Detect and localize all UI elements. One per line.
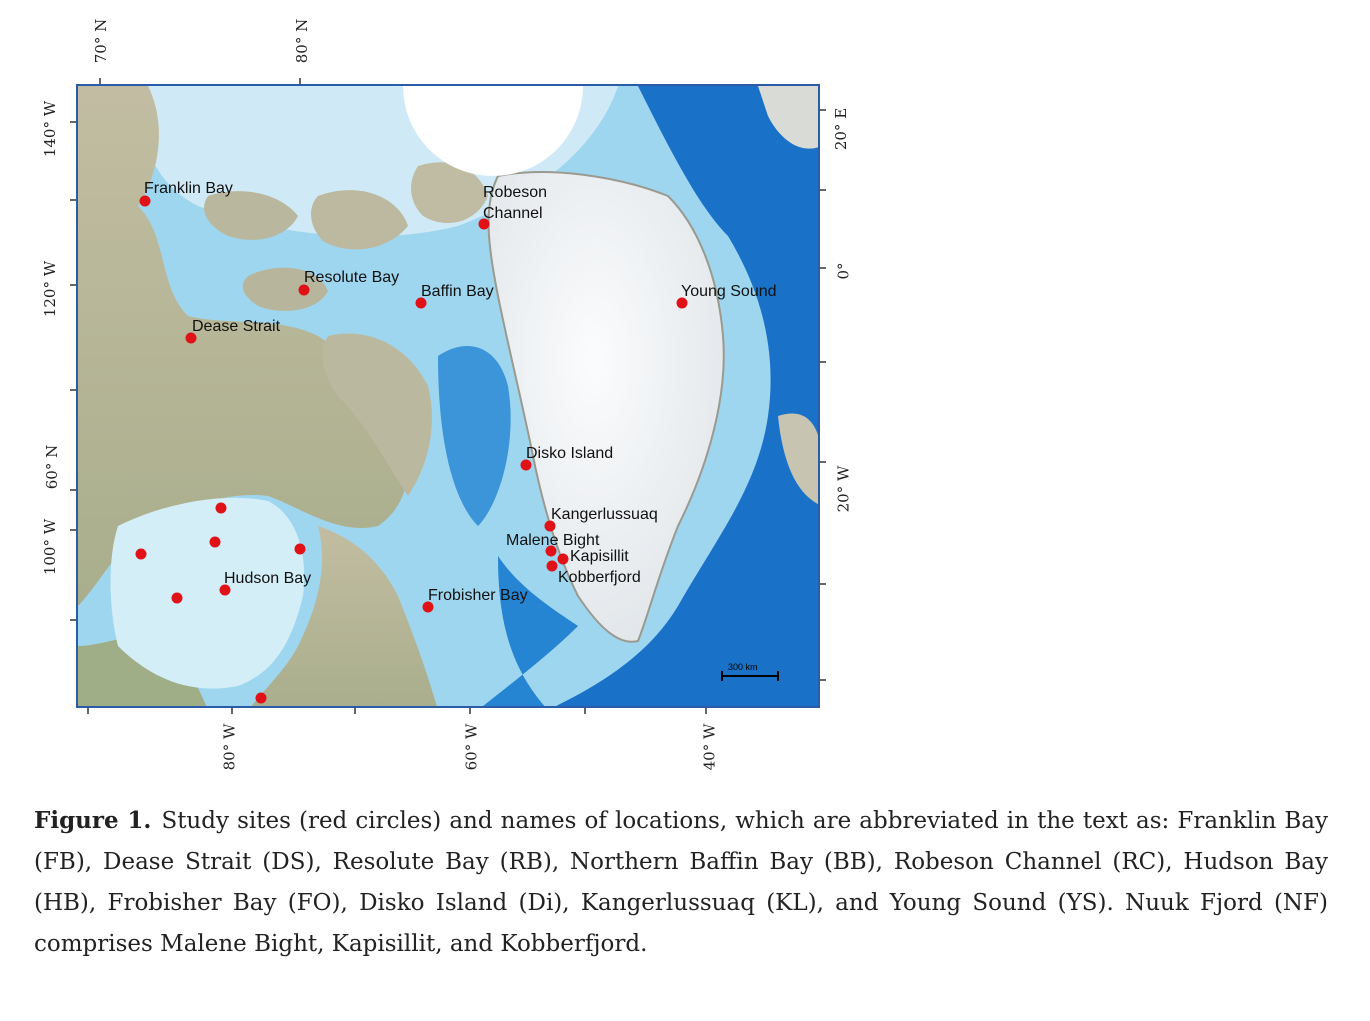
left-axis-label-140w: 140° W <box>41 100 60 158</box>
label-robeson-channel-line-2: Channel <box>483 205 543 222</box>
site-franklin-bay <box>140 196 151 207</box>
label-franklin-bay: Franklin Bay <box>144 180 233 197</box>
label-malene-bight: Malene Bight <box>506 532 600 549</box>
left-axis-label-120w: 120° W <box>41 260 60 318</box>
bottom-axis-label-80w: 80° W <box>220 723 239 771</box>
left-axis-label-100w: 100° W <box>41 518 60 576</box>
bottom-axis-label-60w: 60° W <box>462 723 481 771</box>
label-dease-strait: Dease Strait <box>192 318 281 335</box>
label-kapisillit: Kapisillit <box>570 548 629 565</box>
label-baffin-bay: Baffin Bay <box>421 283 494 300</box>
label-kangerlussuaq: Kangerlussuaq <box>551 506 658 523</box>
site-hudson-bay-4 <box>295 544 306 555</box>
top-axis-label-80n: 80° N <box>293 18 312 64</box>
right-axis-label-20e: 20° E <box>832 107 851 151</box>
label-robeson-channel-line: Robeson <box>483 184 548 201</box>
caption-label: Figure 1. <box>34 807 152 834</box>
site-hudson-bay-3 <box>210 537 221 548</box>
right-axis-label-20w: 20° W <box>834 465 853 513</box>
arctic-map <box>78 86 820 708</box>
left-axis-label-60n: 60° N <box>43 444 62 490</box>
right-axis-label-0: 0° <box>834 262 853 280</box>
site-kapisillit <box>558 554 569 565</box>
site-resolute-bay <box>299 285 310 296</box>
caption-text: Study sites (red circles) and names of locations, which are abbreviated in the text as: Franklin Bay (FB), Dease Strait (DS), Resolute Bay (RB), Northern Baffin Bay (BB), Robeson Channel (RC), Hudson Bay (HB), Frobisher Bay (FO), Disko Island (Di), Kangerlussuaq (KL), and Young Sound (YS). Nuuk Fjord (NF) comprises Malene Bight, Kapisillit, and Kobberfjord. <box>34 808 1329 957</box>
scale-bar-label: 300 km <box>728 662 758 672</box>
label-young-sound: Young Sound <box>681 283 777 300</box>
top-axis-label-70n: 70° N <box>92 18 111 64</box>
label-frobisher-bay: Frobisher Bay <box>428 587 528 604</box>
bottom-axis-label-40w: 40° W <box>700 723 719 771</box>
label-resolute-bay: Resolute Bay <box>304 269 400 286</box>
site-hudson-bay-2 <box>136 549 147 560</box>
label-kobberfjord: Kobberfjord <box>558 569 641 586</box>
site-hudson-bay-5 <box>172 593 183 604</box>
site-hudson-bay-1 <box>216 503 227 514</box>
label-hudson-bay: Hudson Bay <box>224 570 312 587</box>
map-frame <box>76 84 820 708</box>
site-hudson-bay-7 <box>256 693 267 704</box>
figure-caption <box>34 800 1328 965</box>
site-kobberfjord <box>547 561 558 572</box>
label-disko-island: Disko Island <box>526 445 614 462</box>
